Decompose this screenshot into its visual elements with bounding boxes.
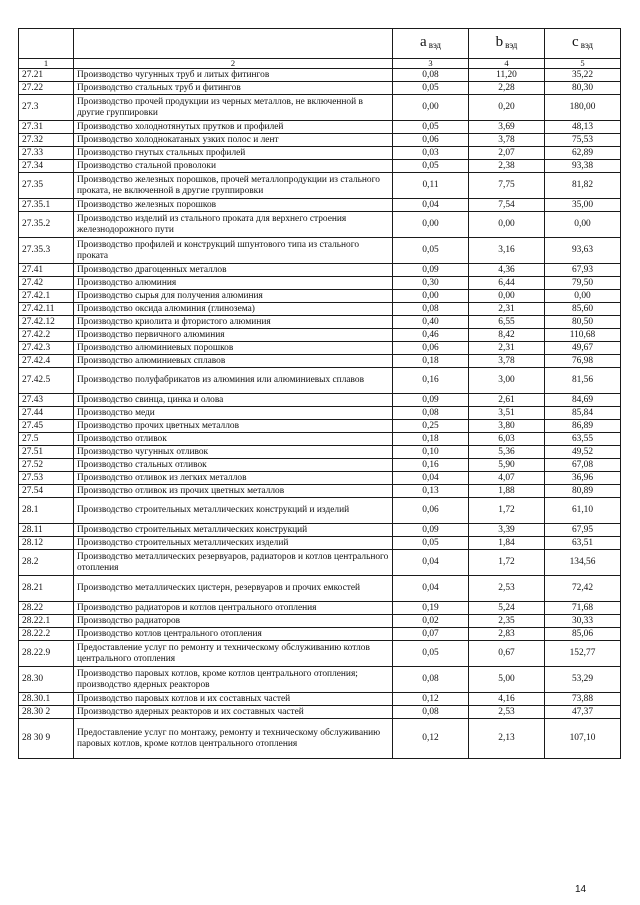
row-b-value: 2,53: [469, 706, 545, 719]
row-a-value: 0,09: [393, 264, 469, 277]
header-a-cell: [393, 29, 469, 59]
row-name: Производство отливок из легких металлов: [74, 472, 393, 485]
table-row: [19, 368, 621, 394]
table-row: [19, 212, 621, 238]
row-b-value: 1,72: [469, 550, 545, 576]
row-a-value: 0,05: [393, 82, 469, 95]
row-c-value: 48,13: [545, 121, 621, 134]
row-name: Производство первичного алюминия: [74, 329, 393, 342]
header-c-label: c: [572, 33, 579, 50]
row-c-value: 79,50: [545, 277, 621, 290]
row-code: 27.41: [19, 264, 74, 277]
row-c-value: 36,96: [545, 472, 621, 485]
row-a-value: 0,09: [393, 524, 469, 537]
row-b-value: 5,00: [469, 667, 545, 693]
row-a-value: 0,08: [393, 407, 469, 420]
table-row: [19, 576, 621, 602]
row-a-value: 0,25: [393, 420, 469, 433]
row-c-value: 80,50: [545, 316, 621, 329]
row-c-value: 85,84: [545, 407, 621, 420]
row-c-value: 49,67: [545, 342, 621, 355]
row-b-value: 2,07: [469, 147, 545, 160]
table-row: [19, 238, 621, 264]
row-name: Производство строительных металлических конструкций: [74, 524, 393, 537]
row-c-value: 93,38: [545, 160, 621, 173]
row-name: Производство железных порошков, прочей металлопродукции из стального проката, не включенной в другие группировки: [74, 173, 393, 199]
row-code: 27.35.1: [19, 199, 74, 212]
table-row: [19, 550, 621, 576]
row-code: 27.3: [19, 95, 74, 121]
row-name: Производство алюминиевых порошков: [74, 342, 393, 355]
row-code: 27.35: [19, 173, 74, 199]
row-c-value: 107,10: [545, 719, 621, 759]
row-a-value: 0,06: [393, 342, 469, 355]
row-b-value: 1,84: [469, 537, 545, 550]
row-name: Производство прочей продукции из черных металлов, не включенной в другие группировки: [74, 95, 393, 121]
row-c-value: 81,56: [545, 368, 621, 394]
row-b-value: 0,00: [469, 290, 545, 303]
row-name: Производство чугунных отливок: [74, 446, 393, 459]
row-a-value: 0,09: [393, 394, 469, 407]
row-name: Производство стальных отливок: [74, 459, 393, 472]
table-row: [19, 82, 621, 95]
row-a-value: 0,46: [393, 329, 469, 342]
table-row: [19, 537, 621, 550]
row-name: Производство меди: [74, 407, 393, 420]
row-name: Производство драгоценных металлов: [74, 264, 393, 277]
row-a-value: 0,30: [393, 277, 469, 290]
row-code: 27.51: [19, 446, 74, 459]
row-name: Производство стальной проволоки: [74, 160, 393, 173]
row-name: Производство паровых котлов и их составных частей: [74, 693, 393, 706]
row-c-value: 35,00: [545, 199, 621, 212]
row-b-value: 6,03: [469, 433, 545, 446]
row-a-value: 0,18: [393, 355, 469, 368]
row-c-value: 80,89: [545, 485, 621, 498]
column-number: 1: [19, 59, 74, 69]
row-code: 27.42.2: [19, 329, 74, 342]
table-row: [19, 472, 621, 485]
row-b-value: 3,51: [469, 407, 545, 420]
row-a-value: 0,04: [393, 550, 469, 576]
row-code: 28.30.1: [19, 693, 74, 706]
row-a-value: 0,05: [393, 537, 469, 550]
row-c-value: 63,51: [545, 537, 621, 550]
row-c-value: 180,00: [545, 95, 621, 121]
row-a-value: 0,07: [393, 628, 469, 641]
row-name: Производство свинца, цинка и олова: [74, 394, 393, 407]
row-code: 28.11: [19, 524, 74, 537]
table-row: [19, 498, 621, 524]
row-c-value: 0,00: [545, 290, 621, 303]
row-b-value: 5,24: [469, 602, 545, 615]
row-code: 28.30: [19, 667, 74, 693]
row-name: Производство ядерных реакторов и их составных частей: [74, 706, 393, 719]
table-row: [19, 69, 621, 82]
row-c-value: 53,29: [545, 667, 621, 693]
row-c-value: 80,30: [545, 82, 621, 95]
row-code: 27.42.1: [19, 290, 74, 303]
table-row: [19, 316, 621, 329]
row-name: Производство металлических цистерн, резервуаров и прочих емкостей: [74, 576, 393, 602]
row-b-value: 2,38: [469, 160, 545, 173]
row-c-value: 93,63: [545, 238, 621, 264]
row-a-value: 0,08: [393, 667, 469, 693]
row-a-value: 0,40: [393, 316, 469, 329]
table-row: [19, 628, 621, 641]
row-a-value: 0,19: [393, 602, 469, 615]
column-number-row: [19, 59, 621, 69]
row-name: Производство отливок из прочих цветных металлов: [74, 485, 393, 498]
table-row: [19, 95, 621, 121]
row-b-value: 6,44: [469, 277, 545, 290]
row-b-value: 7,75: [469, 173, 545, 199]
row-b-value: 2,13: [469, 719, 545, 759]
row-name: Производство полуфабрикатов из алюминия или алюминиевых сплавов: [74, 368, 393, 394]
row-code: 27.43: [19, 394, 74, 407]
row-name: Производство радиаторов: [74, 615, 393, 628]
row-b-value: 0,00: [469, 212, 545, 238]
row-c-value: 110,68: [545, 329, 621, 342]
row-b-value: 11,20: [469, 69, 545, 82]
row-code: 27.5: [19, 433, 74, 446]
row-code: 27.53: [19, 472, 74, 485]
table-row: [19, 342, 621, 355]
row-code: 28 30 9: [19, 719, 74, 759]
row-a-value: 0,18: [393, 433, 469, 446]
row-b-value: 2,28: [469, 82, 545, 95]
table-row: [19, 290, 621, 303]
table-row: [19, 446, 621, 459]
coefficients-table: [18, 28, 621, 759]
row-name: Производство сырья для получения алюминия: [74, 290, 393, 303]
table-row: [19, 173, 621, 199]
table-row: [19, 134, 621, 147]
row-name: Производство алюминия: [74, 277, 393, 290]
row-name: Производство прочих цветных металлов: [74, 420, 393, 433]
table-row: [19, 524, 621, 537]
row-code: 28.22.2: [19, 628, 74, 641]
row-a-value: 0,05: [393, 238, 469, 264]
row-c-value: 63,55: [545, 433, 621, 446]
table-row: [19, 264, 621, 277]
row-a-value: 0,00: [393, 212, 469, 238]
column-number: 3: [393, 59, 469, 69]
row-name: Предоставление услуг по ремонту и техническому обслуживанию котлов центрального отопления: [74, 641, 393, 667]
row-code: 28.2: [19, 550, 74, 576]
table-row: [19, 602, 621, 615]
row-a-value: 0,04: [393, 576, 469, 602]
row-b-value: 2,31: [469, 342, 545, 355]
row-name: Производство профилей и конструкций шпунтового типа из стального проката: [74, 238, 393, 264]
table-row: [19, 667, 621, 693]
row-code: 27.22: [19, 82, 74, 95]
row-c-value: 67,95: [545, 524, 621, 537]
table-row: [19, 147, 621, 160]
row-code: 27.21: [19, 69, 74, 82]
row-c-value: 62,89: [545, 147, 621, 160]
row-code: 27.52: [19, 459, 74, 472]
row-b-value: 2,35: [469, 615, 545, 628]
row-code: 27.35.3: [19, 238, 74, 264]
column-number: 4: [469, 59, 545, 69]
row-a-value: 0,05: [393, 160, 469, 173]
table-row: [19, 433, 621, 446]
row-b-value: 7,54: [469, 199, 545, 212]
row-name: Производство криолита и фтористого алюминия: [74, 316, 393, 329]
row-name: Производство оксида алюминия (глинозема): [74, 303, 393, 316]
row-c-value: 71,68: [545, 602, 621, 615]
row-a-value: 0,00: [393, 95, 469, 121]
row-b-value: 0,67: [469, 641, 545, 667]
row-code: 27.33: [19, 147, 74, 160]
row-code: 27.32: [19, 134, 74, 147]
row-code: 28.30 2: [19, 706, 74, 719]
row-b-value: 4,16: [469, 693, 545, 706]
row-b-value: 3,69: [469, 121, 545, 134]
row-b-value: 3,39: [469, 524, 545, 537]
row-code: 27.45: [19, 420, 74, 433]
header-b-label: b: [495, 33, 504, 50]
row-c-value: 72,42: [545, 576, 621, 602]
row-b-value: 1,88: [469, 485, 545, 498]
row-b-value: 2,61: [469, 394, 545, 407]
table-header-row: [19, 29, 621, 59]
row-name: Производство холоднокатаных узких полос и лент: [74, 134, 393, 147]
row-code: 27.44: [19, 407, 74, 420]
row-name: Производство радиаторов и котлов центрального отопления: [74, 602, 393, 615]
row-c-value: 67,93: [545, 264, 621, 277]
row-code: 28.1: [19, 498, 74, 524]
row-a-value: 0,10: [393, 446, 469, 459]
row-name: Производство отливок: [74, 433, 393, 446]
row-name: Производство строительных металлических конструкций и изделий: [74, 498, 393, 524]
row-c-value: 134,56: [545, 550, 621, 576]
row-code: 27.42.12: [19, 316, 74, 329]
header-a-subscript: вэд: [428, 39, 441, 50]
row-a-value: 0,12: [393, 719, 469, 759]
row-name: Производство холоднотянутых прутков и профилей: [74, 121, 393, 134]
header-b-cell: [469, 29, 545, 59]
row-c-value: 35,22: [545, 69, 621, 82]
table-row: [19, 355, 621, 368]
row-a-value: 0,08: [393, 303, 469, 316]
row-a-value: 0,06: [393, 498, 469, 524]
row-b-value: 5,90: [469, 459, 545, 472]
table-row: [19, 615, 621, 628]
row-code: 27.42.3: [19, 342, 74, 355]
row-a-value: 0,02: [393, 615, 469, 628]
row-c-value: 85,60: [545, 303, 621, 316]
row-a-value: 0,08: [393, 69, 469, 82]
row-c-value: 30,33: [545, 615, 621, 628]
table-row: [19, 693, 621, 706]
row-code: 28.22: [19, 602, 74, 615]
row-c-value: 152,77: [545, 641, 621, 667]
row-c-value: 0,00: [545, 212, 621, 238]
row-c-value: 81,82: [545, 173, 621, 199]
row-name: Производство котлов центрального отопления: [74, 628, 393, 641]
table-row: [19, 121, 621, 134]
row-name: Производство железных порошков: [74, 199, 393, 212]
column-number: 5: [545, 59, 621, 69]
row-code: 27.31: [19, 121, 74, 134]
row-a-value: 0,13: [393, 485, 469, 498]
row-code: 28.21: [19, 576, 74, 602]
table-row: [19, 485, 621, 498]
table-row: [19, 407, 621, 420]
header-b-subscript: вэд: [505, 39, 518, 50]
header-c-cell: [545, 29, 621, 59]
row-name: Производство металлических резервуаров, радиаторов и котлов центрального отопления: [74, 550, 393, 576]
row-c-value: 86,89: [545, 420, 621, 433]
row-a-value: 0,12: [393, 693, 469, 706]
table-row: [19, 329, 621, 342]
row-b-value: 2,31: [469, 303, 545, 316]
row-c-value: 85,06: [545, 628, 621, 641]
row-code: 28.22.1: [19, 615, 74, 628]
header-c-subscript: вэд: [580, 39, 593, 50]
row-code: 27.42.4: [19, 355, 74, 368]
row-a-value: 0,16: [393, 459, 469, 472]
row-a-value: 0,04: [393, 472, 469, 485]
table-row: [19, 394, 621, 407]
row-code: 27.54: [19, 485, 74, 498]
row-b-value: 4,07: [469, 472, 545, 485]
row-name: Производство гнутых стальных профилей: [74, 147, 393, 160]
table-row: [19, 199, 621, 212]
row-c-value: 76,98: [545, 355, 621, 368]
row-b-value: 5,36: [469, 446, 545, 459]
table-row: [19, 303, 621, 316]
table-row: [19, 459, 621, 472]
header-code-cell: [19, 29, 74, 59]
row-name: Производство чугунных труб и литых фитингов: [74, 69, 393, 82]
row-code: 27.42.5: [19, 368, 74, 394]
row-b-value: 4,36: [469, 264, 545, 277]
row-c-value: 49,52: [545, 446, 621, 459]
row-b-value: 3,80: [469, 420, 545, 433]
row-a-value: 0,05: [393, 121, 469, 134]
row-b-value: 2,53: [469, 576, 545, 602]
row-c-value: 73,88: [545, 693, 621, 706]
row-name: Производство алюминиевых сплавов: [74, 355, 393, 368]
row-code: 27.42: [19, 277, 74, 290]
row-b-value: 2,83: [469, 628, 545, 641]
row-c-value: 61,10: [545, 498, 621, 524]
row-b-value: 8,42: [469, 329, 545, 342]
row-code: 27.42.11: [19, 303, 74, 316]
row-code: 28.22.9: [19, 641, 74, 667]
row-a-value: 0,11: [393, 173, 469, 199]
row-a-value: 0,03: [393, 147, 469, 160]
table-row: [19, 641, 621, 667]
table-row: [19, 706, 621, 719]
row-b-value: 3,16: [469, 238, 545, 264]
column-number: 2: [74, 59, 393, 69]
row-a-value: 0,00: [393, 290, 469, 303]
table-row: [19, 420, 621, 433]
row-name: Предоставление услуг по монтажу, ремонту и техническому обслуживанию паровых котлов, кроме котлов центрального отопления: [74, 719, 393, 759]
row-c-value: 84,69: [545, 394, 621, 407]
row-b-value: 6,55: [469, 316, 545, 329]
row-name: Производство паровых котлов, кроме котлов центрального отопления; производство ядерных реакторов: [74, 667, 393, 693]
row-code: 27.34: [19, 160, 74, 173]
row-name: Производство строительных металлических изделий: [74, 537, 393, 550]
row-name: Производство изделий из стального проката для верхнего строения железнодорожного пути: [74, 212, 393, 238]
row-b-value: 1,72: [469, 498, 545, 524]
row-b-value: 3,00: [469, 368, 545, 394]
row-a-value: 0,08: [393, 706, 469, 719]
row-b-value: 0,20: [469, 95, 545, 121]
header-name-cell: [74, 29, 393, 59]
row-a-value: 0,05: [393, 641, 469, 667]
row-name: Производство стальных труб и фитингов: [74, 82, 393, 95]
row-b-value: 3,78: [469, 134, 545, 147]
header-a-label: a: [420, 33, 427, 50]
row-a-value: 0,04: [393, 199, 469, 212]
row-c-value: 47,37: [545, 706, 621, 719]
row-a-value: 0,16: [393, 368, 469, 394]
table-row: [19, 277, 621, 290]
row-c-value: 75,53: [545, 134, 621, 147]
table-row: [19, 160, 621, 173]
table-row: [19, 719, 621, 759]
row-b-value: 3,78: [469, 355, 545, 368]
row-c-value: 67,08: [545, 459, 621, 472]
row-code: 28.12: [19, 537, 74, 550]
row-code: 27.35.2: [19, 212, 74, 238]
row-a-value: 0,06: [393, 134, 469, 147]
page-number: 14: [575, 884, 587, 895]
